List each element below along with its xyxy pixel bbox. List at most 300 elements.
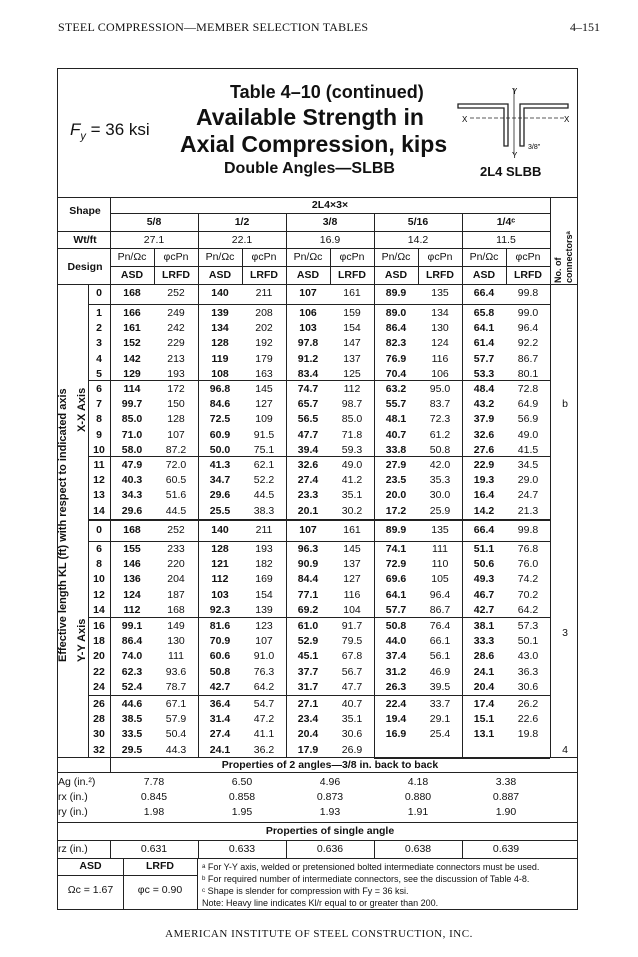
y-cell: 86.4 — [121, 635, 143, 648]
x-cell: 127 — [255, 398, 273, 411]
x-cell: 22.9 — [473, 459, 495, 471]
y-cell: 31.2 — [385, 665, 407, 678]
y-cell: 72.9 — [385, 558, 407, 571]
x-cell: 72.8 — [517, 383, 539, 395]
y-cell: 155 — [123, 543, 141, 555]
kl-value: 2 — [96, 322, 102, 335]
y-cell: 110 — [431, 558, 449, 571]
designation: 2L4 SLBB — [480, 164, 542, 179]
method-header: LRFD — [250, 269, 278, 281]
x-cell: 129 — [123, 367, 141, 380]
x-cell: 40.7 — [385, 428, 407, 441]
y-cell: 67.8 — [341, 650, 363, 663]
kl-value: 8 — [96, 558, 102, 571]
y-cell: 220 — [167, 558, 185, 571]
kl-value: 5 — [96, 367, 102, 380]
x-cell: 35.3 — [429, 474, 451, 487]
y-cell: 38.5 — [121, 713, 143, 726]
y-cell: 42.7 — [473, 603, 495, 616]
y-cell: 36.4 — [209, 698, 231, 710]
y-cell: 27.4 — [209, 728, 231, 741]
prop-value: 1.93 — [319, 806, 341, 818]
y-cell: 136 — [123, 573, 141, 586]
x-cell: 34.7 — [209, 474, 231, 487]
method-header: ASD — [296, 269, 320, 281]
asd-label: ASD — [79, 860, 102, 872]
x-cell: 80.1 — [517, 367, 539, 380]
y-cell: 45.1 — [297, 650, 319, 663]
x-cell: 211 — [255, 287, 273, 299]
x-cell: 108 — [211, 367, 229, 380]
y-cell: 28.6 — [473, 650, 495, 663]
x-cell: 213 — [167, 352, 185, 365]
x-cell: 242 — [167, 322, 185, 335]
phi-value: φc = 0.90 — [137, 884, 183, 896]
connectors-label: No. of connectorsᵃ — [553, 231, 574, 283]
method-header: LRFD — [338, 269, 366, 281]
y-cell: 168 — [167, 603, 185, 616]
y-cell: 124 — [123, 588, 141, 601]
strength-header: Pn/Ωc — [205, 251, 235, 263]
svg-text:X: X — [462, 115, 468, 124]
prop-value: 0.845 — [140, 791, 168, 803]
y-connectors-a: 3 — [562, 627, 568, 639]
y-cell: 89.9 — [385, 524, 407, 536]
kl-value: 3 — [96, 337, 102, 350]
y-cell: 91.0 — [253, 650, 275, 663]
kl-value: 28 — [93, 713, 105, 726]
footnote: ᵇ For required number of intermediate connectors, see the discussion of Table 4-8. — [202, 874, 530, 884]
x-cell: 52.2 — [253, 474, 275, 487]
footnote: ᵃ For Y-Y axis, welded or pretensioned bolted intermediate connectors must be used. — [202, 862, 540, 872]
y-cell: 50.8 — [209, 665, 231, 678]
x-cell: 75.1 — [253, 443, 275, 456]
x-cell: 64.9 — [517, 398, 539, 411]
omega-value: Ωc = 1.67 — [67, 884, 114, 896]
x-cell: 252 — [167, 287, 185, 299]
x-cell: 91.5 — [253, 428, 275, 441]
y-cell: 57.9 — [165, 713, 187, 726]
y-cell: 69.6 — [385, 573, 407, 586]
y-cell: 99.8 — [517, 524, 539, 536]
x-cell: 44.5 — [165, 504, 187, 517]
x-cell: 50.8 — [429, 443, 451, 456]
thickness-4: 5/16 — [407, 216, 429, 228]
x-cell: 159 — [343, 307, 361, 319]
thickness-3: 3/8 — [322, 216, 338, 228]
x-cell: 140 — [211, 287, 229, 299]
x-cell: 41.2 — [341, 474, 363, 487]
x-cell: 64.1 — [473, 322, 495, 335]
method-header: ASD — [120, 269, 144, 281]
x-cell: 98.7 — [341, 398, 363, 411]
props1-title: Properties of single angle — [265, 825, 395, 837]
x-cell: 249 — [167, 307, 185, 319]
y-cell: 30.6 — [517, 680, 539, 693]
x-cell: 23.3 — [297, 489, 319, 502]
x-cell: 42.0 — [429, 459, 451, 471]
x-cell: 92.2 — [517, 337, 539, 350]
x-cell: 35.1 — [341, 489, 363, 502]
kl-value: 4 — [96, 352, 102, 365]
x-cell: 53.3 — [473, 367, 495, 380]
prop-label: Ag (in.²) — [58, 776, 96, 788]
y-cell: 92.3 — [209, 603, 231, 616]
x-cell: 14.2 — [473, 504, 495, 517]
x-cell: 48.1 — [385, 413, 407, 426]
y-cell: 50.6 — [473, 558, 495, 571]
double-angle-section-icon — [456, 86, 571, 158]
strength-header: Pn/Ωc — [381, 251, 411, 263]
y-cell: 50.8 — [385, 620, 407, 632]
y-cell: 91.7 — [341, 620, 363, 632]
x-cell: 85.0 — [341, 413, 363, 426]
kl-value: 30 — [93, 728, 105, 741]
y-cell: 252 — [167, 524, 185, 536]
strength-header: Pn/Ωc — [469, 251, 499, 263]
footnotes — [202, 861, 574, 909]
prop-label: rx (in.) — [58, 791, 88, 803]
x-cell: 60.5 — [165, 474, 187, 487]
y-cell: 36.2 — [253, 743, 275, 756]
prop-value: 0.636 — [316, 843, 344, 855]
prop-value: 3.38 — [495, 776, 517, 788]
x-cell: 99.8 — [517, 287, 539, 299]
method-header: ASD — [472, 269, 496, 281]
x-cell: 128 — [211, 337, 229, 350]
x-cell: 107 — [167, 428, 185, 441]
x-cell: 49.0 — [341, 459, 363, 471]
kl-value: 32 — [93, 743, 105, 756]
page-header-left: STEEL COMPRESSION—MEMBER SELECTION TABLES — [58, 20, 369, 34]
y-cell: 56.7 — [341, 665, 363, 678]
y-cell: 20.4 — [473, 680, 495, 693]
y-cell: 128 — [211, 543, 229, 555]
prop-value: 1.98 — [143, 806, 165, 818]
x-cell: 59.3 — [341, 443, 363, 456]
x-cell: 34.3 — [121, 489, 143, 502]
y-cell: 50.4 — [165, 728, 187, 741]
x-cell: 103 — [299, 322, 317, 335]
y-cell: 62.3 — [121, 665, 143, 678]
y-cell: 33.7 — [429, 698, 451, 710]
y-cell: 96.4 — [429, 588, 451, 601]
y-cell: 74.0 — [121, 650, 143, 663]
strength-header: φcPn — [251, 251, 277, 263]
x-cell: 106 — [431, 367, 449, 380]
x-cell: 168 — [123, 287, 141, 299]
y-cell: 42.7 — [209, 680, 231, 693]
x-cell: 47.9 — [121, 459, 143, 471]
x-cell: 63.2 — [385, 383, 407, 395]
y-cell: 24.1 — [473, 665, 495, 678]
y-cell: 74.1 — [385, 543, 407, 555]
prop-value: 1.90 — [495, 806, 517, 818]
wt-label: Wt/ft — [73, 234, 97, 246]
y-cell: 116 — [343, 588, 361, 601]
weight-5: 11.5 — [496, 234, 516, 246]
svg-text:X: X — [564, 115, 570, 124]
y-cell: 60.6 — [209, 650, 231, 663]
x-cell: 124 — [431, 337, 449, 350]
kl-value: 8 — [96, 413, 102, 426]
prop-value: 1.91 — [407, 806, 429, 818]
y-cell: 69.2 — [297, 603, 319, 616]
y-cell: 64.2 — [253, 680, 275, 693]
y-cell: 47.2 — [253, 713, 275, 726]
strength-header: Pn/Ωc — [293, 251, 323, 263]
x-cell: 154 — [343, 322, 361, 335]
title-line-1: Available Strength in — [196, 104, 424, 130]
prop-value: 0.858 — [228, 791, 256, 803]
x-cell: 74.7 — [297, 383, 319, 395]
y-cell: 22.6 — [517, 713, 539, 726]
svg-text:Y: Y — [512, 87, 518, 96]
x-cell: 66.4 — [473, 287, 495, 299]
prop-value: 0.638 — [404, 843, 432, 855]
y-cell: 161 — [343, 524, 361, 536]
kl-value: 24 — [93, 680, 105, 693]
x-cell: 139 — [211, 307, 229, 319]
props2-title: Properties of 2 angles—3/8 in. back to back — [221, 759, 439, 771]
x-axis-label: X-X Axis — [76, 387, 88, 433]
y-cell: 78.7 — [165, 680, 187, 693]
x-cell: 27.9 — [385, 459, 407, 471]
x-cell: 24.7 — [517, 489, 539, 502]
y-cell: 154 — [255, 588, 273, 601]
y-cell: 27.1 — [297, 698, 319, 710]
x-connectors: b — [562, 398, 568, 410]
x-cell: 83.7 — [429, 398, 451, 411]
design-label: Design — [67, 261, 103, 273]
y-cell: 64.1 — [385, 588, 407, 601]
x-cell: 109 — [255, 413, 273, 426]
x-cell: 71.8 — [341, 428, 363, 441]
y-cell: 44.3 — [165, 743, 187, 756]
x-cell: 172 — [167, 383, 185, 395]
x-cell: 20.1 — [297, 504, 319, 517]
y-cell: 66.4 — [473, 524, 495, 536]
x-cell: 86.7 — [517, 352, 539, 365]
y-cell: 74.2 — [517, 573, 539, 586]
x-cell: 29.6 — [209, 489, 231, 502]
y-cell: 130 — [167, 635, 185, 648]
y-cell: 22.4 — [385, 698, 407, 710]
y-cell: 112 — [123, 603, 141, 616]
y-cell: 64.2 — [517, 603, 539, 616]
y-cell: 39.5 — [429, 680, 451, 693]
x-cell: 161 — [343, 287, 361, 299]
y-cell: 47.7 — [341, 680, 363, 693]
x-cell: 179 — [255, 352, 273, 365]
x-cell: 89.0 — [385, 307, 407, 319]
svg-text:Y: Y — [512, 151, 518, 158]
x-cell: 72.3 — [429, 413, 451, 426]
x-cell: 72.0 — [165, 459, 187, 471]
x-cell: 62.1 — [253, 459, 275, 471]
strength-header: φcPn — [427, 251, 453, 263]
thickness-5: 1/4ᶜ — [496, 216, 516, 228]
y-cell: 140 — [211, 524, 229, 536]
subtitle: Double Angles—SLBB — [224, 160, 395, 177]
x-cell: 107 — [299, 287, 317, 299]
y-cell: 26.9 — [341, 743, 363, 756]
strength-header: φcPn — [515, 251, 541, 263]
y-cell: 121 — [211, 558, 229, 571]
y-cell: 31.7 — [297, 680, 319, 693]
strength-header: φcPn — [163, 251, 189, 263]
kl-value: 14 — [93, 504, 105, 517]
x-cell: 29.6 — [121, 504, 143, 517]
x-cell: 48.4 — [473, 383, 495, 395]
y-cell: 46.7 — [473, 588, 495, 601]
y-cell: 41.1 — [253, 728, 275, 741]
x-cell: 25.9 — [429, 504, 451, 517]
prop-label: rz (in.) — [58, 843, 88, 855]
x-cell: 91.2 — [297, 352, 319, 365]
x-cell: 30.0 — [429, 489, 451, 502]
y-cell: 77.1 — [297, 588, 319, 601]
y-cell: 26.2 — [517, 698, 539, 710]
kl-value: 10 — [93, 443, 105, 456]
table-number: Table 4–10 (continued) — [230, 82, 424, 102]
footnote: ᶜ Shape is slender for compression with Fy = 36 ksi. — [202, 886, 409, 896]
x-cell: 85.0 — [121, 413, 143, 426]
y-cell: 103 — [211, 588, 229, 601]
method-header: LRFD — [426, 269, 454, 281]
x-cell: 134 — [211, 322, 229, 335]
x-cell: 61.4 — [473, 337, 495, 350]
y-cell: 51.1 — [473, 543, 495, 555]
y-cell: 19.8 — [517, 728, 539, 741]
y-connectors-b: 4 — [562, 744, 568, 756]
y-cell: 56.1 — [429, 650, 451, 663]
x-cell: 135 — [431, 287, 449, 299]
x-cell: 116 — [431, 352, 449, 365]
x-cell: 152 — [123, 337, 141, 350]
x-cell: 147 — [343, 337, 361, 350]
y-cell: 96.3 — [297, 543, 319, 555]
y-cell: 76.3 — [253, 665, 275, 678]
prop-value: 4.96 — [319, 776, 341, 788]
y-cell: 211 — [255, 524, 273, 536]
y-cell: 76.8 — [517, 543, 539, 555]
method-header: ASD — [208, 269, 232, 281]
y-cell: 17.9 — [297, 743, 319, 756]
x-cell: 41.3 — [209, 459, 231, 471]
y-cell: 233 — [167, 543, 185, 555]
y-cell: 70.9 — [209, 635, 231, 648]
prop-value: 0.631 — [140, 843, 168, 855]
svg-text:3/8": 3/8" — [528, 144, 541, 151]
y-cell: 54.7 — [253, 698, 275, 710]
x-cell: 193 — [167, 367, 185, 380]
y-cell: 52.9 — [297, 635, 319, 648]
y-cell: 24.1 — [209, 743, 231, 756]
y-cell: 86.7 — [429, 603, 451, 616]
x-cell: 30.2 — [341, 504, 363, 517]
y-cell: 193 — [255, 543, 273, 555]
x-cell: 112 — [343, 383, 361, 395]
x-cell: 19.3 — [473, 474, 495, 487]
x-cell: 34.5 — [517, 459, 539, 471]
x-cell: 97.8 — [297, 337, 319, 350]
y-cell: 149 — [167, 620, 185, 632]
prop-value: 0.887 — [492, 791, 520, 803]
x-cell: 202 — [255, 322, 273, 335]
x-cell: 71.0 — [121, 428, 143, 441]
prop-value: 6.50 — [231, 776, 253, 788]
kl-value: 12 — [93, 588, 105, 601]
kl-value: 13 — [93, 489, 105, 502]
kl-value: 12 — [93, 474, 105, 487]
y-cell: 44.6 — [121, 698, 143, 710]
y-cell: 37.7 — [297, 665, 319, 678]
weight-3: 16.9 — [319, 234, 341, 246]
y-cell: 107 — [255, 635, 273, 648]
strength-header: Pn/Ωc — [117, 251, 147, 263]
x-cell: 27.4 — [297, 474, 319, 487]
x-cell: 47.7 — [297, 428, 319, 441]
y-cell: 187 — [167, 588, 185, 601]
x-cell: 137 — [343, 352, 361, 365]
y-cell: 79.5 — [341, 635, 363, 648]
y-cell: 127 — [343, 573, 361, 586]
prop-value: 0.633 — [228, 843, 256, 855]
x-cell: 43.2 — [473, 398, 495, 411]
x-cell: 27.6 — [473, 443, 495, 456]
x-cell: 55.7 — [385, 398, 407, 411]
x-cell: 33.8 — [385, 443, 407, 456]
y-cell: 16.9 — [385, 728, 407, 741]
y-cell: 93.6 — [165, 665, 187, 678]
footnote: Note: Heavy line indicates Kl/r equal to or greater than 200. — [202, 898, 439, 908]
x-cell: 44.5 — [253, 489, 275, 502]
x-cell: 65.8 — [473, 307, 495, 319]
y-cell: 19.4 — [385, 713, 407, 726]
x-cell: 96.4 — [517, 322, 539, 335]
x-cell: 128 — [167, 413, 185, 426]
y-cell: 26.3 — [385, 680, 407, 693]
x-cell: 50.0 — [209, 443, 231, 456]
x-cell: 51.6 — [165, 489, 187, 502]
y-cell: 146 — [123, 558, 141, 571]
y-cell: 135 — [431, 524, 449, 536]
y-cell: 33.5 — [121, 728, 143, 741]
x-cell: 25.5 — [209, 504, 231, 517]
weight-4: 14.2 — [407, 234, 429, 246]
x-cell: 37.9 — [473, 413, 495, 426]
x-cell: 16.4 — [473, 489, 495, 502]
thickness-2: 1/2 — [234, 216, 250, 228]
effective-length-label: Effective length KL (ft) with respect to indicated axis — [57, 388, 69, 662]
y-axis-label: Y-Y Axis — [76, 618, 88, 662]
x-cell: 49.0 — [517, 428, 539, 441]
weight-1: 27.1 — [143, 234, 165, 246]
y-cell: 23.4 — [297, 713, 319, 726]
y-cell: 33.3 — [473, 635, 495, 648]
y-cell: 35.1 — [341, 713, 363, 726]
x-cell: 145 — [255, 383, 273, 395]
kl-value: 0 — [96, 287, 102, 299]
x-cell: 41.5 — [517, 443, 539, 456]
x-cell: 32.6 — [297, 459, 319, 471]
fy-subscript: y — [80, 130, 86, 143]
x-cell: 87.2 — [165, 443, 187, 456]
y-cell: 67.1 — [165, 698, 187, 710]
x-cell: 99.7 — [121, 398, 143, 411]
x-cell: 61.2 — [429, 428, 451, 441]
